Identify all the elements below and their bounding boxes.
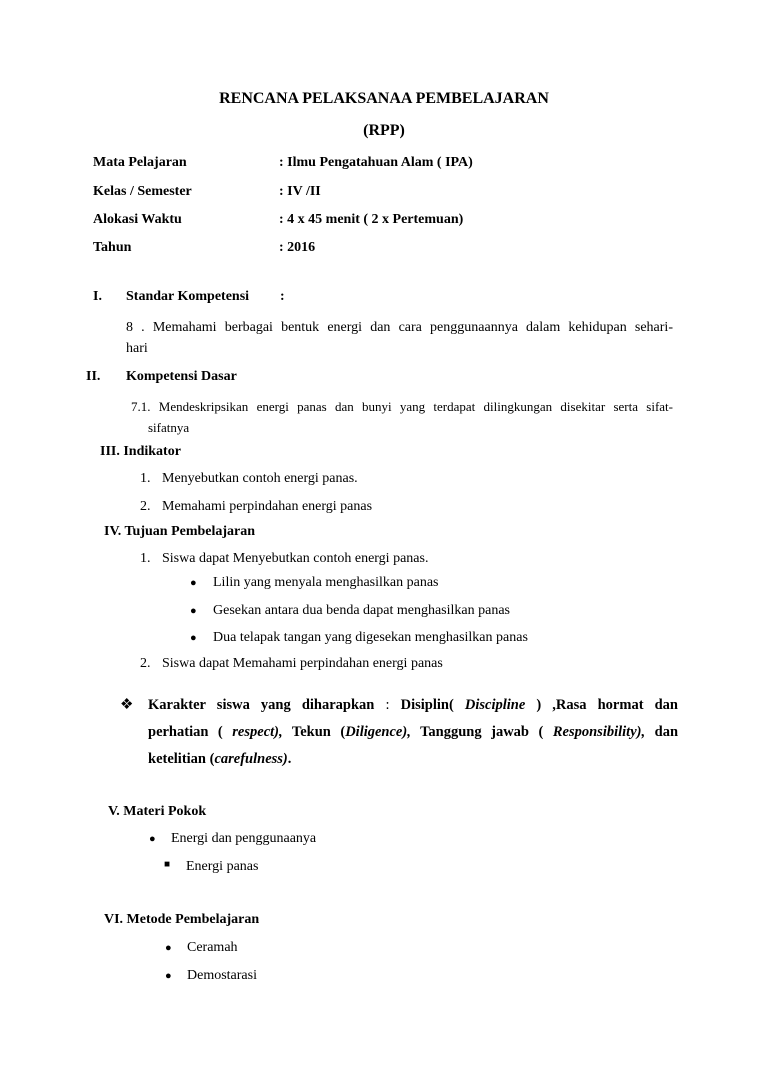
karakter-text: Tanggung jawab ( xyxy=(410,724,553,740)
kompetensi-dasar-text: 7.1. Mendeskripsikan energi panas dan bunyi yang terdapat dilingkungan disekitar serta sifat- xyxy=(131,399,673,414)
karakter-text: Karakter siswa yang diharapkan xyxy=(148,697,375,713)
info-value: : 4 x 45 menit ( 2 x Pertemuan) xyxy=(279,212,464,227)
list-number: 2. xyxy=(140,656,151,671)
info-value: : IV /II xyxy=(279,184,321,199)
list-number: 1. xyxy=(140,551,151,566)
list-item: Memahami perpindahan energi panas xyxy=(162,499,373,514)
bullet-icon: ● xyxy=(165,942,172,954)
bullet-icon: ● xyxy=(190,577,197,589)
karakter-line-3 xyxy=(148,744,678,774)
karakter-italic: carefulness) xyxy=(214,751,288,767)
bullet-icon: ● xyxy=(165,970,172,982)
karakter-text: ) ,Rasa hormat dan xyxy=(536,697,678,713)
section-heading: V. Materi Pokok xyxy=(108,804,207,819)
karakter-italic: respect), xyxy=(232,724,283,740)
section-number: I. xyxy=(93,289,102,304)
list-number: 2. xyxy=(140,499,151,514)
info-value: : 2016 xyxy=(279,240,316,255)
karakter-colon: : xyxy=(374,697,401,713)
standar-kompetensi-text: 8 . Memahami berbagai bentuk energi dan cara penggunaannya dalam kehidupan sehari- xyxy=(126,320,673,335)
list-item: Demostarasi xyxy=(187,968,257,983)
info-label: Kelas / Semester xyxy=(93,184,192,199)
list-item: Energi dan penggunaanya xyxy=(171,831,317,846)
section-heading: IV. Tujuan Pembelajaran xyxy=(104,524,256,539)
title-line-1: RENCANA PELAKSANAA PEMBELAJARAN xyxy=(219,90,549,107)
info-value: : Ilmu Pengatahuan Alam ( IPA) xyxy=(279,155,473,170)
list-item: Gesekan antara dua benda dapat menghasilkan panas xyxy=(213,603,510,618)
karakter-line-1 xyxy=(148,690,678,720)
karakter-line-2 xyxy=(148,717,678,747)
karakter-italic: Diligence), xyxy=(345,724,411,740)
section-number: II. xyxy=(86,369,101,384)
karakter-italic: Responsibility), xyxy=(552,724,646,740)
kompetensi-dasar-text-cont: sifatnya xyxy=(148,420,190,435)
bullet-icon: ● xyxy=(190,605,197,617)
section-heading: Standar Kompetensi xyxy=(126,289,250,304)
list-item: Lilin yang menyala menghasilkan panas xyxy=(213,575,439,590)
karakter-text: ketelitian ( xyxy=(148,751,215,767)
diamond-bullet-icon: ❖ xyxy=(120,697,134,713)
list-item: Menyebutkan contoh energi panas. xyxy=(162,471,358,486)
info-label: Mata Pelajaran xyxy=(93,155,187,170)
section-heading: VI. Metode Pembelajaran xyxy=(104,912,260,927)
bullet-icon: ● xyxy=(149,833,156,845)
title-line-2: (RPP) xyxy=(363,122,405,139)
section-heading: III. Indikator xyxy=(100,444,181,459)
karakter-italic: Discipline xyxy=(453,697,537,713)
karakter-text: Tekun ( xyxy=(282,724,346,740)
karakter-text: . xyxy=(287,751,292,767)
square-bullet-icon: ■ xyxy=(164,859,171,870)
info-label: Alokasi Waktu xyxy=(93,212,182,227)
section-heading: Kompetensi Dasar xyxy=(126,369,237,384)
standar-kompetensi-text-cont: hari xyxy=(126,341,148,356)
section-colon: : xyxy=(280,289,285,304)
bullet-icon: ● xyxy=(190,632,197,644)
karakter-text: Disiplin( xyxy=(400,697,454,713)
list-item: Ceramah xyxy=(187,940,238,955)
karakter-text: perhatian ( xyxy=(148,724,233,740)
karakter-text: dan xyxy=(645,724,679,740)
info-label: Tahun xyxy=(93,240,132,255)
list-item: Siswa dapat Memahami perpindahan energi panas xyxy=(162,656,443,671)
list-number: 1. xyxy=(140,471,151,486)
list-item: Siswa dapat Menyebutkan contoh energi panas. xyxy=(162,551,429,566)
list-item: Energi panas xyxy=(186,859,259,874)
list-item: Dua telapak tangan yang digesekan menghasilkan panas xyxy=(213,630,528,645)
